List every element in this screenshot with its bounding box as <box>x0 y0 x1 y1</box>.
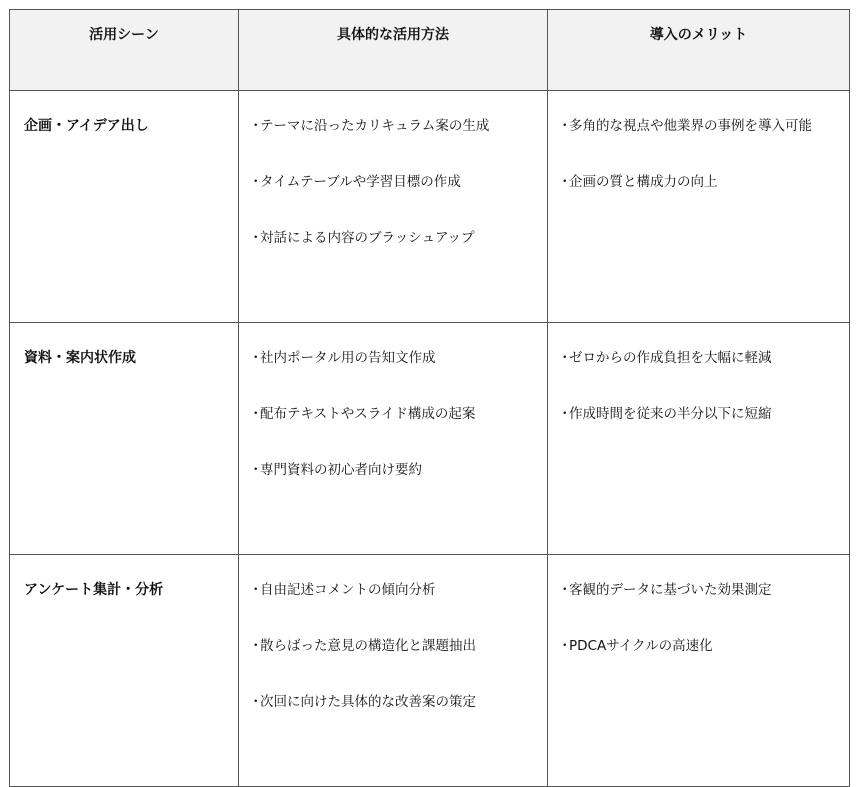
merits-cell <box>548 555 850 787</box>
list-item: ・ ゼロからの作成負担を大幅に軽減 <box>558 350 772 366</box>
scene-cell: アンケート集計・分析 <box>10 555 239 787</box>
methods-cell <box>239 323 548 555</box>
list-item: ・ 社内ポータル用の告知文作成 <box>249 350 436 366</box>
list-item: ・ 散らばった意見の構造化と課題抽出 <box>249 638 476 654</box>
list-item: ・ 企画の質と構成力の向上 <box>558 174 718 190</box>
list-item: ・ タイムテーブルや学習目標の作成 <box>249 174 461 190</box>
list-item: ・ 自由記述コメントの傾向分析 <box>249 582 436 598</box>
scene-cell: 企画・アイデア出し <box>10 91 239 323</box>
list-item: ・ 専門資料の初心者向け要約 <box>249 462 422 478</box>
header-methods: 具体的な活用方法 <box>239 10 548 91</box>
scene-cell: 資料・案内状作成 <box>10 323 239 555</box>
table-row <box>10 91 850 323</box>
list-item: ・ PDCAサイクルの高速化 <box>558 638 713 654</box>
table-row <box>10 555 850 787</box>
utilization-table <box>9 9 850 787</box>
header-merits: 導入のメリット <box>548 10 850 91</box>
merits-cell <box>548 91 850 323</box>
table-row <box>10 323 850 555</box>
utilization-table-container <box>9 9 849 709</box>
methods-cell <box>239 91 548 323</box>
table-header-row <box>10 10 850 91</box>
list-item: ・ 多角的な視点や他業界の事例を導入可能 <box>558 118 812 134</box>
list-item: ・ 次回に向けた具体的な改善案の策定 <box>249 694 476 710</box>
list-item: ・ 作成時間を従来の半分以下に短縮 <box>558 406 772 422</box>
methods-cell <box>239 555 548 787</box>
list-item: ・ 配布テキストやスライド構成の起案 <box>249 406 476 422</box>
merits-cell <box>548 323 850 555</box>
header-scene: 活用シーン <box>10 10 239 91</box>
list-item: ・ テーマに沿ったカリキュラム案の生成 <box>249 118 490 134</box>
list-item: ・ 客観的データに基づいた効果測定 <box>558 582 772 598</box>
list-item: ・ 対話による内容のブラッシュアップ <box>249 230 475 246</box>
